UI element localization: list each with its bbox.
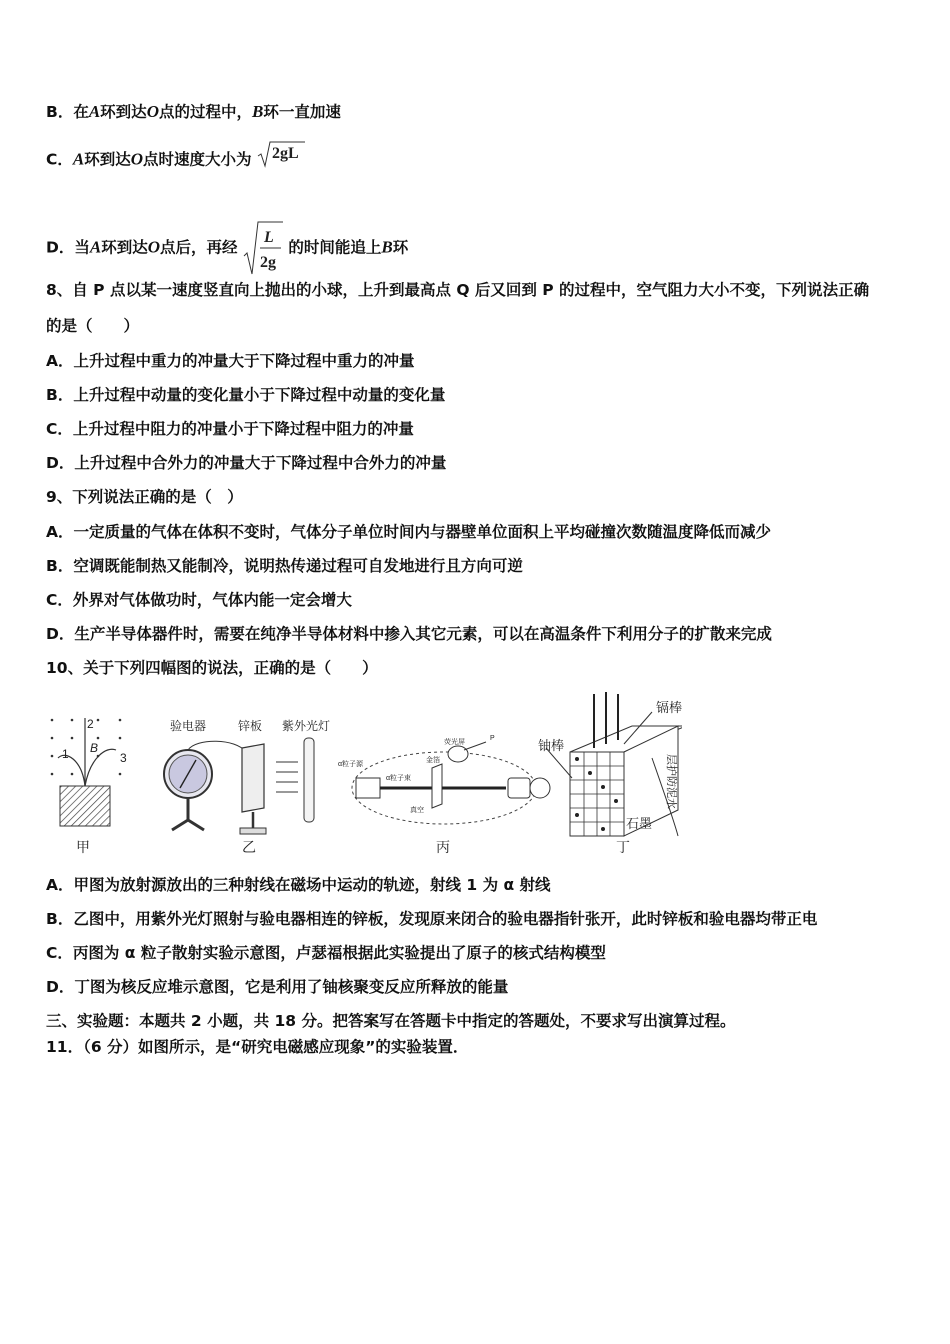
svg-text:α粒子束: α粒子束 xyxy=(386,775,412,782)
caption-yi: 乙 xyxy=(242,839,256,855)
svg-text:紫外光灯: 紫外光灯 xyxy=(282,719,331,733)
svg-text:2g: 2g xyxy=(259,254,276,271)
q9-option-d: D．生产半导体器件时，需要在纯净半导体材料中掺入其它元素，可以在高温条件下利用分子的扩散来完成 xyxy=(46,625,772,643)
q10-stem: 10、关于下列四幅图的说法，正确的是（ ） xyxy=(46,659,378,677)
sqrt-expression xyxy=(257,140,305,168)
caption-jia: 甲 xyxy=(76,839,90,855)
figure-jia xyxy=(51,717,127,855)
figure-yi xyxy=(164,718,330,855)
q9-option-b: B．空调既能制热又能制冷，说明热传递过程可自发地进行且方向可逆 xyxy=(46,557,523,575)
q9-option-a: A．一定质量的气体在体积不变时，气体分子单位时间内与器壁单位面积上平均碰撞次数随温度降低而减少 xyxy=(46,523,771,541)
q9-stem: 9、下列说法正确的是（ ） xyxy=(46,488,243,506)
svg-text:B: B xyxy=(90,741,99,755)
q10-option-d: D．丁图为核反应堆示意图，它是利用了铀核聚变反应所释放的能量 xyxy=(46,978,509,996)
svg-text:3: 3 xyxy=(120,751,127,765)
q10-four-figures xyxy=(46,688,682,858)
figure-ding xyxy=(538,692,682,855)
svg-text:石墨: 石墨 xyxy=(626,816,653,831)
q7-option-d: D．当A环到达O点后，再经 L 2g 的时间能追上B环 xyxy=(46,220,408,276)
svg-text:L: L xyxy=(263,229,274,246)
q7-option-b: B．在A环到达O点的过程中，B环一直加速 xyxy=(46,102,341,121)
q8-option-d: D．上升过程中合外力的冲量大于下降过程中合外力的冲量 xyxy=(46,454,447,472)
q8-option-c: C．上升过程中阻力的冲量小于下降过程中阻力的冲量 xyxy=(46,420,414,438)
q10-option-c: C．丙图为 α 粒子散射实验示意图，卢瑟福根据此实验提出了原子的核式结构模型 xyxy=(46,944,606,962)
q8-option-b: B．上升过程中动量的变化量小于下降过程中动量的变化量 xyxy=(46,386,446,404)
caption-bing: 丙 xyxy=(436,839,450,855)
svg-text:荧光屏: 荧光屏 xyxy=(444,739,465,746)
svg-text:镉棒: 镉棒 xyxy=(656,700,682,715)
q11-stem: 11．（6 分）如图所示，是“研究电磁感应现象”的实验装置． xyxy=(46,1038,469,1056)
figure-bing xyxy=(338,735,550,855)
svg-text:P: P xyxy=(490,735,495,742)
svg-text:层护防泥水: 层护防泥水 xyxy=(665,754,677,809)
svg-text:2: 2 xyxy=(87,717,94,731)
q8-stem-line2: 的是（ ） xyxy=(46,317,140,335)
svg-text:验电器: 验电器 xyxy=(170,719,207,733)
svg-text:2gL: 2gL xyxy=(271,145,299,162)
q7-option-c: C．A环到达O点时速度大小为 2gL xyxy=(46,146,305,174)
q8-stem-line1: 8、自 P 点以某一速度竖直向上抛出的小球，上升到最高点 Q 后又回到 P 的过程中，空气阻力大小不变，下列说法正确 xyxy=(46,281,870,299)
section3-heading: 三、实验题：本题共 2 小题，共 18 分。把答案写在答题卡中指定的答题处，不要求写出演算过程。 xyxy=(46,1012,736,1030)
q8-option-a: A．上升过程中重力的冲量大于下降过程中重力的冲量 xyxy=(46,352,415,370)
svg-text:α粒子源: α粒子源 xyxy=(338,761,364,768)
q10-option-b: B．乙图中，用紫外光灯照射与验电器相连的锌板，发现原来闭合的验电器指针张开，此时锌板和验电器均带正电 xyxy=(46,910,818,928)
caption-ding: 丁 xyxy=(616,839,630,855)
svg-text:金箔: 金箔 xyxy=(426,757,440,764)
svg-text:铀棒: 铀棒 xyxy=(538,738,565,753)
svg-text:真空: 真空 xyxy=(410,807,424,814)
q9-option-c: C．外界对气体做功时，气体内能一定会增大 xyxy=(46,591,352,609)
svg-text:锌板: 锌板 xyxy=(238,719,263,733)
sqrt-fraction xyxy=(243,220,283,276)
svg-text:1: 1 xyxy=(62,747,69,761)
q10-option-a: A．甲图为放射源放出的三种射线在磁场中运动的轨迹，射线 1 为 α 射线 xyxy=(46,876,551,894)
